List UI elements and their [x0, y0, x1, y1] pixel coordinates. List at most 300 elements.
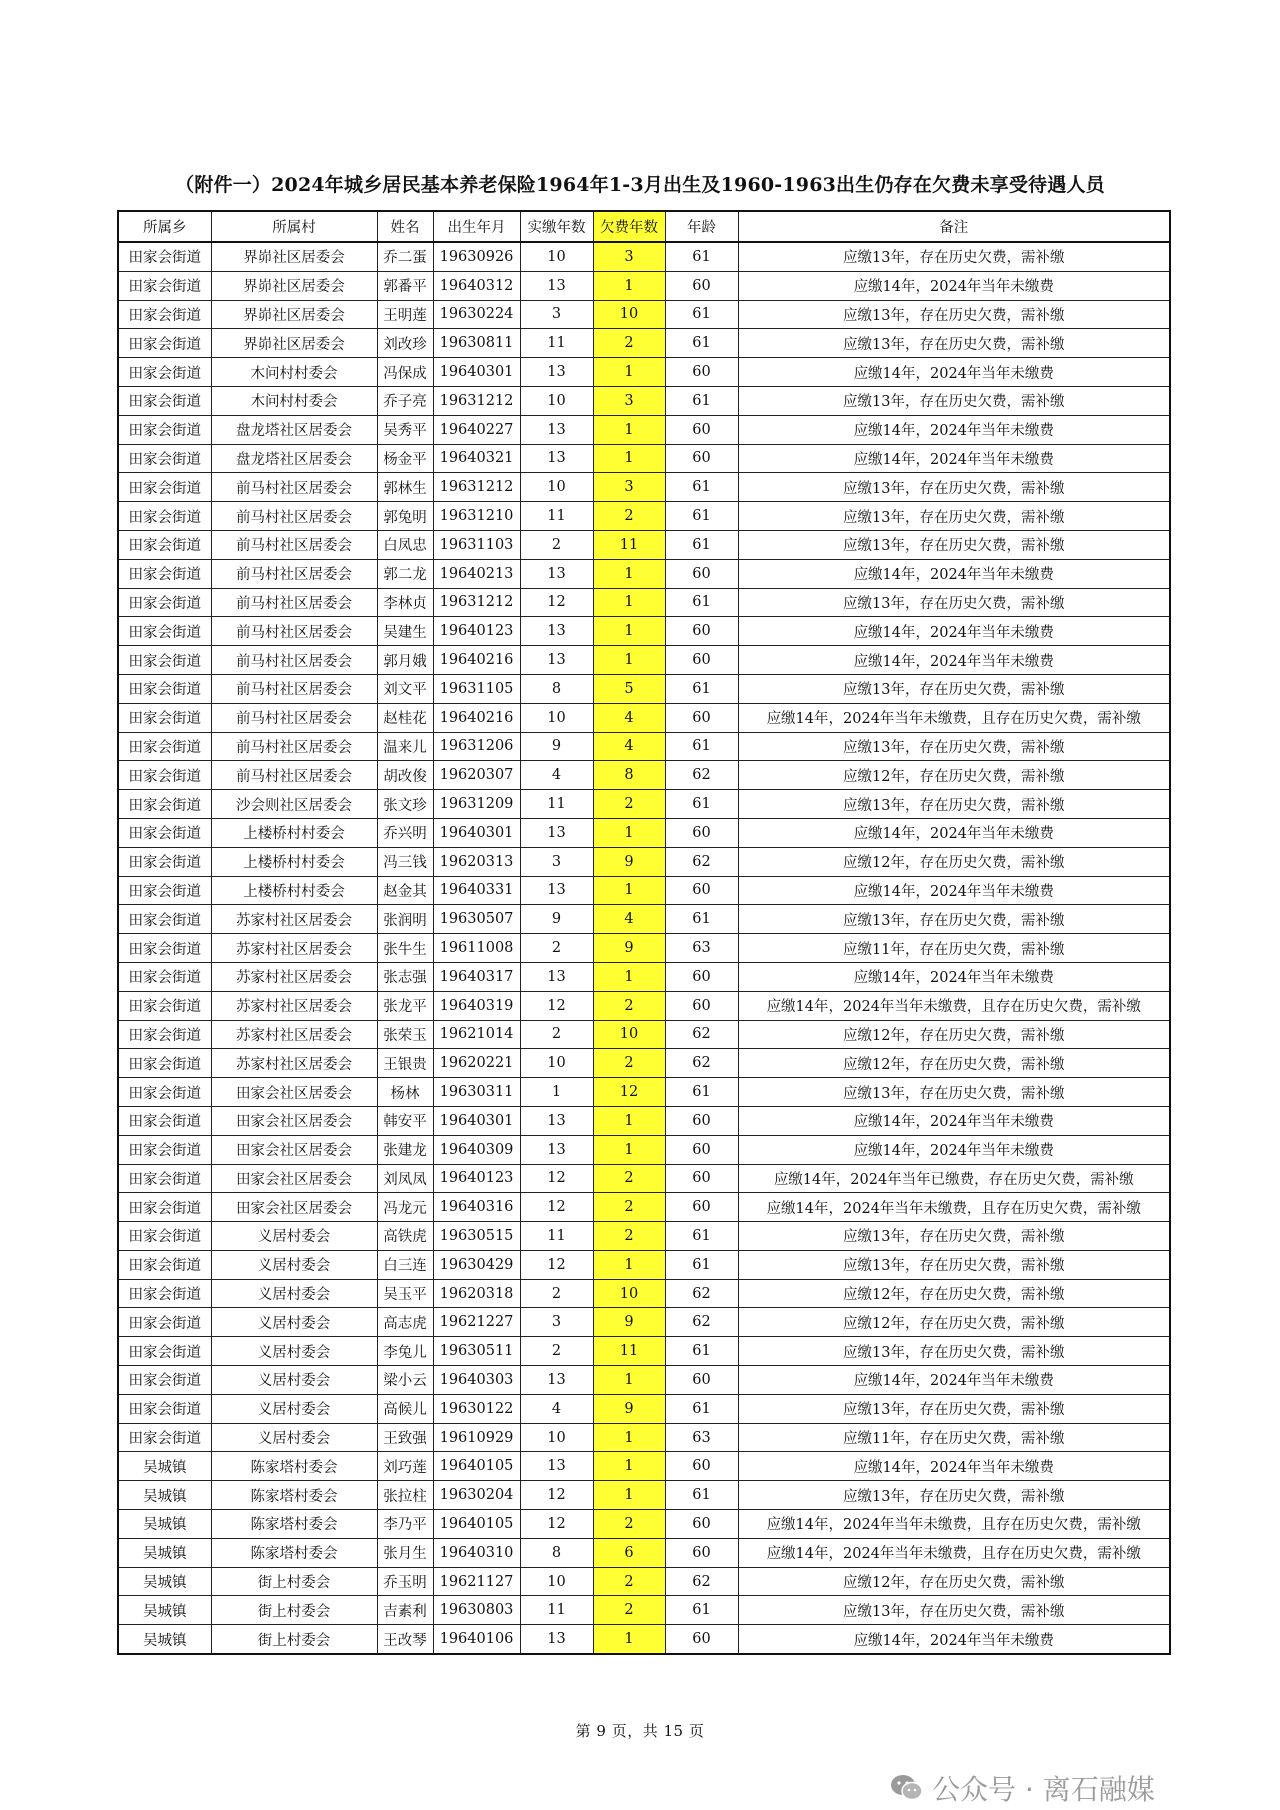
village-cell: 前马村社区居委会 [211, 732, 377, 761]
paid-years-cell: 10 [520, 703, 593, 732]
age-cell: 61 [665, 300, 738, 329]
remarks-cell: 应缴12年，存在历史欠费，需补缴 [738, 1020, 1170, 1049]
owed-years-cell: 2 [593, 1193, 665, 1222]
village-cell: 义居村委会 [211, 1222, 377, 1251]
name-cell: 乔子亮 [377, 386, 433, 415]
owed-years-cell: 3 [593, 242, 665, 271]
name-cell: 郭月娥 [377, 646, 433, 675]
village-cell: 上楼桥村村委会 [211, 847, 377, 876]
col-header-age: 年龄 [665, 211, 738, 242]
birth-cell: 19640310 [433, 1538, 520, 1567]
township-cell: 田家会街道 [118, 1049, 211, 1078]
owed-years-cell: 2 [593, 1222, 665, 1251]
remarks-cell: 应缴13年，存在历史欠费，需补缴 [738, 1337, 1170, 1366]
name-cell: 杨林 [377, 1078, 433, 1107]
paid-years-cell: 13 [520, 962, 593, 991]
paid-years-cell: 3 [520, 300, 593, 329]
paid-years-cell: 12 [520, 991, 593, 1020]
table-row [118, 1106, 1170, 1135]
birth-cell: 19640312 [433, 271, 520, 300]
paid-years-cell: 12 [520, 1250, 593, 1279]
table-row [118, 473, 1170, 502]
paid-years-cell: 13 [520, 617, 593, 646]
age-cell: 60 [665, 703, 738, 732]
name-cell: 杨金平 [377, 444, 433, 473]
col-header-name: 姓名 [377, 211, 433, 242]
paid-years-cell: 12 [520, 1510, 593, 1539]
birth-cell: 19621014 [433, 1020, 520, 1049]
owed-years-cell: 1 [593, 876, 665, 905]
birth-cell: 19630803 [433, 1596, 520, 1625]
name-cell: 王明莲 [377, 300, 433, 329]
village-cell: 前马村社区居委会 [211, 703, 377, 732]
age-cell: 60 [665, 358, 738, 387]
owed-years-cell: 9 [593, 1308, 665, 1337]
table-row [118, 559, 1170, 588]
birth-cell: 19620221 [433, 1049, 520, 1078]
township-cell: 田家会街道 [118, 1337, 211, 1366]
owed-years-cell: 2 [593, 1567, 665, 1596]
name-cell: 刘文平 [377, 674, 433, 703]
birth-cell: 19630122 [433, 1394, 520, 1423]
owed-years-cell: 1 [593, 444, 665, 473]
remarks-cell: 应缴13年，存在历史欠费，需补缴 [738, 329, 1170, 358]
name-cell: 张月生 [377, 1538, 433, 1567]
age-cell: 60 [665, 991, 738, 1020]
owed-years-cell: 2 [593, 1049, 665, 1078]
age-cell: 61 [665, 732, 738, 761]
page-number: 第 9 页，共 15 页 [575, 1722, 705, 1740]
township-cell: 吴城镇 [118, 1510, 211, 1539]
township-cell: 田家会街道 [118, 761, 211, 790]
village-cell: 前马村社区居委会 [211, 674, 377, 703]
village-cell: 义居村委会 [211, 1394, 377, 1423]
township-cell: 田家会街道 [118, 1366, 211, 1395]
township-cell: 田家会街道 [118, 358, 211, 387]
owed-years-cell: 4 [593, 703, 665, 732]
remarks-cell: 应缴11年，存在历史欠费，需补缴 [738, 934, 1170, 963]
township-cell: 田家会街道 [118, 962, 211, 991]
township-cell: 田家会街道 [118, 1135, 211, 1164]
table-row [118, 1625, 1170, 1654]
age-cell: 62 [665, 1279, 738, 1308]
township-cell: 田家会街道 [118, 1020, 211, 1049]
remarks-cell: 应缴14年，2024年当年未缴费，且存在历史欠费，需补缴 [738, 991, 1170, 1020]
paid-years-cell: 2 [520, 1020, 593, 1049]
table-row [118, 415, 1170, 444]
age-cell: 62 [665, 1567, 738, 1596]
paid-years-cell: 10 [520, 386, 593, 415]
table-row [118, 271, 1170, 300]
birth-cell: 19631210 [433, 502, 520, 531]
remarks-cell: 应缴14年，2024年当年未缴费 [738, 646, 1170, 675]
birth-cell: 19630429 [433, 1250, 520, 1279]
township-cell: 田家会街道 [118, 790, 211, 819]
remarks-cell: 应缴11年，存在历史欠费，需补缴 [738, 1423, 1170, 1452]
township-cell: 田家会街道 [118, 934, 211, 963]
name-cell: 冯龙元 [377, 1193, 433, 1222]
village-cell: 前马村社区居委会 [211, 588, 377, 617]
township-cell: 田家会街道 [118, 502, 211, 531]
birth-cell: 19621127 [433, 1567, 520, 1596]
township-cell: 田家会街道 [118, 415, 211, 444]
remarks-cell: 应缴13年，存在历史欠费，需补缴 [738, 790, 1170, 819]
remarks-cell: 应缴14年，2024年当年未缴费，且存在历史欠费，需补缴 [738, 1193, 1170, 1222]
township-cell: 吴城镇 [118, 1481, 211, 1510]
owed-years-cell: 9 [593, 847, 665, 876]
table-row [118, 991, 1170, 1020]
age-cell: 63 [665, 1423, 738, 1452]
age-cell: 60 [665, 1106, 738, 1135]
township-cell: 吴城镇 [118, 1596, 211, 1625]
remarks-cell: 应缴13年，存在历史欠费，需补缴 [738, 473, 1170, 502]
name-cell: 高铁虎 [377, 1222, 433, 1251]
table-row [118, 876, 1170, 905]
birth-cell: 19640216 [433, 646, 520, 675]
birth-cell: 19640213 [433, 559, 520, 588]
township-cell: 田家会街道 [118, 1279, 211, 1308]
age-cell: 60 [665, 1164, 738, 1193]
township-cell: 田家会街道 [118, 1193, 211, 1222]
birth-cell: 19630515 [433, 1222, 520, 1251]
remarks-cell: 应缴13年，存在历史欠费，需补缴 [738, 1222, 1170, 1251]
owed-years-cell: 12 [593, 1078, 665, 1107]
village-cell: 盘龙塔社区居委会 [211, 444, 377, 473]
birth-cell: 19640317 [433, 962, 520, 991]
table-body [118, 242, 1170, 1654]
age-cell: 60 [665, 617, 738, 646]
village-cell: 义居村委会 [211, 1308, 377, 1337]
age-cell: 61 [665, 588, 738, 617]
village-cell: 陈家塔村委会 [211, 1452, 377, 1481]
remarks-cell: 应缴14年，2024年当年未缴费 [738, 1366, 1170, 1395]
paid-years-cell: 13 [520, 1452, 593, 1481]
owed-years-cell: 10 [593, 1279, 665, 1308]
village-cell: 木问村村委会 [211, 358, 377, 387]
owed-years-cell: 2 [593, 1510, 665, 1539]
paid-years-cell: 12 [520, 588, 593, 617]
table-header-row [118, 211, 1170, 242]
remarks-cell: 应缴13年，存在历史欠费，需补缴 [738, 502, 1170, 531]
name-cell: 王改琴 [377, 1625, 433, 1654]
age-cell: 61 [665, 329, 738, 358]
township-cell: 田家会街道 [118, 732, 211, 761]
paid-years-cell: 13 [520, 271, 593, 300]
name-cell: 郭二龙 [377, 559, 433, 588]
remarks-cell: 应缴12年，存在历史欠费，需补缴 [738, 1308, 1170, 1337]
table-row [118, 358, 1170, 387]
paid-years-cell: 10 [520, 242, 593, 271]
age-cell: 62 [665, 1049, 738, 1078]
remarks-cell: 应缴13年，存在历史欠费，需补缴 [738, 1394, 1170, 1423]
name-cell: 白三连 [377, 1250, 433, 1279]
birth-cell: 19630811 [433, 329, 520, 358]
remarks-cell: 应缴13年，存在历史欠费，需补缴 [738, 674, 1170, 703]
age-cell: 61 [665, 242, 738, 271]
birth-cell: 19640301 [433, 358, 520, 387]
remarks-cell: 应缴13年，存在历史欠费，需补缴 [738, 1596, 1170, 1625]
name-cell: 张龙平 [377, 991, 433, 1020]
village-cell: 陈家塔村委会 [211, 1481, 377, 1510]
village-cell: 前马村社区居委会 [211, 530, 377, 559]
age-cell: 61 [665, 1222, 738, 1251]
birth-cell: 19631105 [433, 674, 520, 703]
township-cell: 田家会街道 [118, 1106, 211, 1135]
age-cell: 60 [665, 876, 738, 905]
name-cell: 吴秀平 [377, 415, 433, 444]
remarks-cell: 应缴12年，存在历史欠费，需补缴 [738, 847, 1170, 876]
table-row [118, 1308, 1170, 1337]
township-cell: 田家会街道 [118, 1222, 211, 1251]
paid-years-cell: 4 [520, 761, 593, 790]
birth-cell: 19640331 [433, 876, 520, 905]
table-row [118, 1279, 1170, 1308]
birth-cell: 19640303 [433, 1366, 520, 1395]
name-cell: 张荣玉 [377, 1020, 433, 1049]
township-cell: 田家会街道 [118, 876, 211, 905]
owed-years-cell: 10 [593, 300, 665, 329]
remarks-cell: 应缴13年，存在历史欠费，需补缴 [738, 905, 1170, 934]
remarks-cell: 应缴14年，2024年当年未缴费，且存在历史欠费，需补缴 [738, 1538, 1170, 1567]
owed-years-cell: 1 [593, 1481, 665, 1510]
birth-cell: 19630311 [433, 1078, 520, 1107]
paid-years-cell: 12 [520, 1193, 593, 1222]
township-cell: 田家会街道 [118, 1078, 211, 1107]
village-cell: 前马村社区居委会 [211, 761, 377, 790]
remarks-cell: 应缴14年，2024年当年未缴费 [738, 415, 1170, 444]
village-cell: 苏家村社区居委会 [211, 962, 377, 991]
birth-cell: 19620313 [433, 847, 520, 876]
village-cell: 苏家村社区居委会 [211, 905, 377, 934]
age-cell: 61 [665, 1481, 738, 1510]
village-cell: 上楼桥村村委会 [211, 876, 377, 905]
table-row [118, 646, 1170, 675]
village-cell: 义居村委会 [211, 1279, 377, 1308]
table-row [118, 1366, 1170, 1395]
village-cell: 界峁社区居委会 [211, 271, 377, 300]
name-cell: 胡改俊 [377, 761, 433, 790]
township-cell: 田家会街道 [118, 1250, 211, 1279]
name-cell: 高候儿 [377, 1394, 433, 1423]
village-cell: 田家会社区居委会 [211, 1135, 377, 1164]
birth-cell: 19640301 [433, 1106, 520, 1135]
birth-cell: 19631212 [433, 473, 520, 502]
owed-years-cell: 3 [593, 473, 665, 502]
age-cell: 60 [665, 1510, 738, 1539]
township-cell: 田家会街道 [118, 674, 211, 703]
paid-years-cell: 10 [520, 1567, 593, 1596]
age-cell: 63 [665, 934, 738, 963]
col-header-village: 所属村 [211, 211, 377, 242]
age-cell: 62 [665, 1308, 738, 1337]
table-row [118, 588, 1170, 617]
remarks-cell: 应缴13年，存在历史欠费，需补缴 [738, 732, 1170, 761]
birth-cell: 19640309 [433, 1135, 520, 1164]
remarks-cell: 应缴14年，2024年当年未缴费 [738, 559, 1170, 588]
village-cell: 前马村社区居委会 [211, 559, 377, 588]
village-cell: 义居村委会 [211, 1337, 377, 1366]
village-cell: 陈家塔村委会 [211, 1538, 377, 1567]
name-cell: 梁小云 [377, 1366, 433, 1395]
owed-years-cell: 6 [593, 1538, 665, 1567]
table-row [118, 1452, 1170, 1481]
paid-years-cell: 11 [520, 1596, 593, 1625]
paid-years-cell: 10 [520, 473, 593, 502]
paid-years-cell: 13 [520, 415, 593, 444]
age-cell: 60 [665, 415, 738, 444]
village-cell: 盘龙塔社区居委会 [211, 415, 377, 444]
owed-years-cell: 11 [593, 1337, 665, 1366]
birth-cell: 19640123 [433, 617, 520, 646]
township-cell: 田家会街道 [118, 991, 211, 1020]
name-cell: 赵桂花 [377, 703, 433, 732]
paid-years-cell: 13 [520, 1625, 593, 1654]
name-cell: 王致强 [377, 1423, 433, 1452]
wechat-icon [890, 1773, 924, 1803]
table-row [118, 1020, 1170, 1049]
name-cell: 张文珍 [377, 790, 433, 819]
table-row [118, 962, 1170, 991]
table-row [118, 300, 1170, 329]
document-title: （附件一）2024年城乡居民基本养老保险1964年1-3月出生及1960-1963出生仍存在欠费未享受待遇人员 [175, 174, 1105, 196]
age-cell: 61 [665, 502, 738, 531]
birth-cell: 19630507 [433, 905, 520, 934]
table-row [118, 703, 1170, 732]
birth-cell: 19610929 [433, 1423, 520, 1452]
name-cell: 王银贵 [377, 1049, 433, 1078]
age-cell: 60 [665, 818, 738, 847]
owed-years-cell: 1 [593, 1106, 665, 1135]
owed-years-cell: 1 [593, 358, 665, 387]
village-cell: 前马村社区居委会 [211, 617, 377, 646]
name-cell: 李乃平 [377, 1510, 433, 1539]
township-cell: 吴城镇 [118, 1567, 211, 1596]
township-cell: 田家会街道 [118, 473, 211, 502]
remarks-cell: 应缴14年，2024年当年未缴费 [738, 818, 1170, 847]
name-cell: 高志虎 [377, 1308, 433, 1337]
remarks-cell: 应缴13年，存在历史欠费，需补缴 [738, 300, 1170, 329]
paid-years-cell: 10 [520, 1049, 593, 1078]
village-cell: 街上村委会 [211, 1625, 377, 1654]
paid-years-cell: 11 [520, 329, 593, 358]
paid-years-cell: 13 [520, 818, 593, 847]
township-cell: 田家会街道 [118, 444, 211, 473]
village-cell: 田家会社区居委会 [211, 1106, 377, 1135]
owed-years-cell: 1 [593, 588, 665, 617]
table-row [118, 1222, 1170, 1251]
name-cell: 刘凤凤 [377, 1164, 433, 1193]
owed-years-cell: 1 [593, 1452, 665, 1481]
table-row [118, 1423, 1170, 1452]
name-cell: 刘巧莲 [377, 1452, 433, 1481]
paid-years-cell: 13 [520, 1135, 593, 1164]
table-row [118, 386, 1170, 415]
table-row [118, 1250, 1170, 1279]
village-cell: 苏家村社区居委会 [211, 991, 377, 1020]
owed-years-cell: 1 [593, 1423, 665, 1452]
col-header-paid-years: 实缴年数 [520, 211, 593, 242]
watermark-text: 公众号 · 离石融媒 [932, 1773, 1155, 1806]
village-cell: 前马村社区居委会 [211, 502, 377, 531]
village-cell: 界峁社区居委会 [211, 242, 377, 271]
col-header-township: 所属乡 [118, 211, 211, 242]
owed-years-cell: 1 [593, 415, 665, 444]
age-cell: 60 [665, 1193, 738, 1222]
age-cell: 60 [665, 559, 738, 588]
owed-years-cell: 4 [593, 732, 665, 761]
village-cell: 苏家村社区居委会 [211, 1049, 377, 1078]
owed-years-cell: 11 [593, 530, 665, 559]
col-header-owed-years: 欠费年数 [593, 211, 665, 242]
owed-years-cell: 2 [593, 1596, 665, 1625]
village-cell: 苏家村社区居委会 [211, 934, 377, 963]
paid-years-cell: 13 [520, 1366, 593, 1395]
remarks-cell: 应缴14年，2024年当年未缴费，且存在历史欠费，需补缴 [738, 1510, 1170, 1539]
paid-years-cell: 12 [520, 1481, 593, 1510]
township-cell: 田家会街道 [118, 559, 211, 588]
paid-years-cell: 3 [520, 1308, 593, 1337]
birth-cell: 19640105 [433, 1510, 520, 1539]
village-cell: 陈家塔村委会 [211, 1510, 377, 1539]
age-cell: 60 [665, 962, 738, 991]
birth-cell: 19640319 [433, 991, 520, 1020]
owed-years-cell: 1 [593, 559, 665, 588]
township-cell: 田家会街道 [118, 300, 211, 329]
name-cell: 乔玉明 [377, 1567, 433, 1596]
owed-years-cell: 9 [593, 934, 665, 963]
village-cell: 义居村委会 [211, 1423, 377, 1452]
remarks-cell: 应缴13年，存在历史欠费，需补缴 [738, 530, 1170, 559]
paid-years-cell: 3 [520, 847, 593, 876]
township-cell: 田家会街道 [118, 1423, 211, 1452]
birth-cell: 19640321 [433, 444, 520, 473]
name-cell: 吉素利 [377, 1596, 433, 1625]
township-cell: 田家会街道 [118, 617, 211, 646]
village-cell: 沙会则社区居委会 [211, 790, 377, 819]
remarks-cell: 应缴14年，2024年当年未缴费 [738, 876, 1170, 905]
village-cell: 义居村委会 [211, 1250, 377, 1279]
owed-years-cell: 1 [593, 1366, 665, 1395]
name-cell: 冯保成 [377, 358, 433, 387]
table-row [118, 674, 1170, 703]
name-cell: 冯三钱 [377, 847, 433, 876]
age-cell: 60 [665, 444, 738, 473]
col-header-remarks: 备注 [738, 211, 1170, 242]
table-row [118, 1596, 1170, 1625]
remarks-cell: 应缴12年，存在历史欠费，需补缴 [738, 1049, 1170, 1078]
age-cell: 60 [665, 1625, 738, 1654]
remarks-cell: 应缴14年，2024年当年未缴费，且存在历史欠费，需补缴 [738, 703, 1170, 732]
age-cell: 60 [665, 1366, 738, 1395]
owed-years-cell: 10 [593, 1020, 665, 1049]
birth-cell: 19630224 [433, 300, 520, 329]
owed-years-cell: 2 [593, 790, 665, 819]
age-cell: 61 [665, 790, 738, 819]
paid-years-cell: 13 [520, 646, 593, 675]
paid-years-cell: 8 [520, 674, 593, 703]
remarks-cell: 应缴14年，2024年当年未缴费 [738, 271, 1170, 300]
age-cell: 61 [665, 530, 738, 559]
paid-years-cell: 2 [520, 934, 593, 963]
table-row [118, 1538, 1170, 1567]
remarks-cell: 应缴14年，2024年当年未缴费 [738, 1135, 1170, 1164]
owed-years-cell: 2 [593, 502, 665, 531]
village-cell: 前马村社区居委会 [211, 646, 377, 675]
township-cell: 吴城镇 [118, 1452, 211, 1481]
name-cell: 乔二蛋 [377, 242, 433, 271]
name-cell: 吴玉平 [377, 1279, 433, 1308]
table-row [118, 502, 1170, 531]
